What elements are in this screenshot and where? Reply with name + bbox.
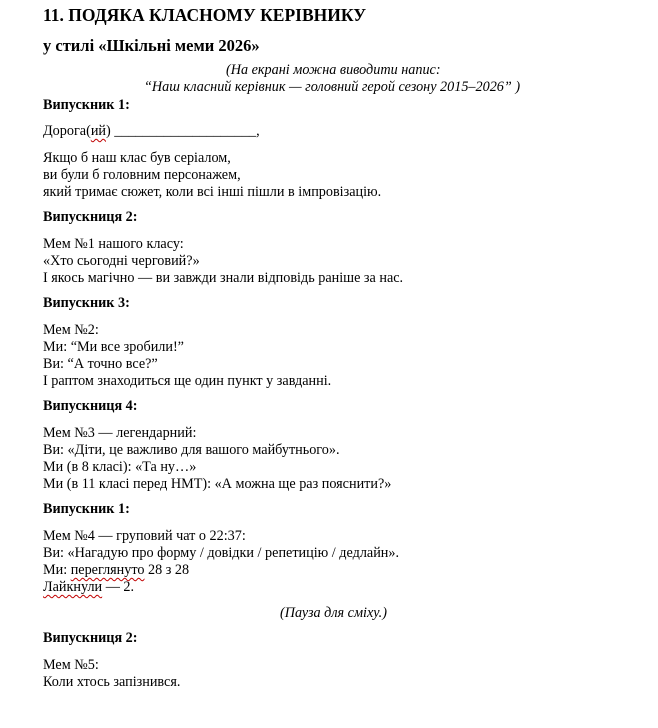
body-line: Ми (в 8 класі): «Та ну…» (43, 459, 197, 475)
body-line (43, 562, 189, 579)
spelling-error-word[interactable]: ий (90, 123, 106, 139)
body-line: Мем №1 нашого класу: (43, 236, 184, 252)
line-suffix: — 2. (102, 579, 135, 595)
speaker-label: Випускник 1: (43, 97, 130, 113)
body-line: «Хто сьогодні черговий?» (43, 253, 200, 269)
body-line: І якось магічно — ви завжди знали відповідь раніше за нас. (43, 270, 404, 286)
body-line: Ви: «Діти, це важливо для вашого майбутнього». (43, 442, 340, 458)
body-line: Ви: “А точно все?” (43, 356, 158, 372)
body-line: який тримає сюжет, коли всі інші пішли в імпровізацію. (43, 184, 382, 200)
body-line: Ви: «Нагадую про форму / довідки / репетицію / дедлайн». (43, 545, 400, 561)
screen-note-line-2: “Наш класний керівник — головний герой сезону 2015–2026” ) (144, 79, 521, 95)
spelling-error-word[interactable]: переглянуто (70, 562, 145, 578)
document-subtitle: у стилі «Шкільні меми 2026» (43, 36, 260, 55)
line-suffix: 28 з 28 (144, 562, 190, 578)
speaker-label: Випускниця 2: (43, 630, 138, 646)
body-line: Мем №2: (43, 322, 99, 338)
speaker-label: Випускниця 4: (43, 398, 138, 414)
body-line: Ми: “Ми все зробили!” (43, 339, 184, 355)
body-line: ви були б головним персонажем, (43, 167, 241, 183)
screen-note-line-1: (На екрані можна виводити напис: (226, 62, 441, 78)
body-line: Мем №3 — легендарний: (43, 425, 197, 441)
document-title: 11. ПОДЯКА КЛАСНОМУ КЕРІВНИКУ (43, 5, 367, 25)
body-line: І раптом знаходиться ще один пункт у завданні. (43, 373, 332, 389)
pause-note: (Пауза для сміху.) (280, 605, 387, 621)
body-line: Ми (в 11 класі перед НМТ): «А можна ще раз пояснити?» (43, 476, 392, 492)
speaker-label: Випускник 3: (43, 295, 130, 311)
spelling-error-word[interactable]: Лайкнули (43, 579, 103, 595)
speaker-label: Випускниця 2: (43, 209, 138, 225)
body-line: Мем №4 — груповий чат о 22:37: (43, 528, 246, 544)
body-line: Мем №5: (43, 657, 99, 673)
speaker-label: Випускник 1: (43, 501, 130, 517)
body-line: Коли хтось запізнився. (43, 674, 181, 690)
body-line (43, 579, 134, 596)
greeting-line (43, 123, 260, 140)
body-line: Якщо б наш клас був серіалом, (43, 150, 231, 166)
greeting-prefix: Дорога( (43, 123, 91, 139)
line-prefix: Ми: (43, 562, 71, 578)
greeting-suffix: ) ____________________, (106, 123, 260, 139)
